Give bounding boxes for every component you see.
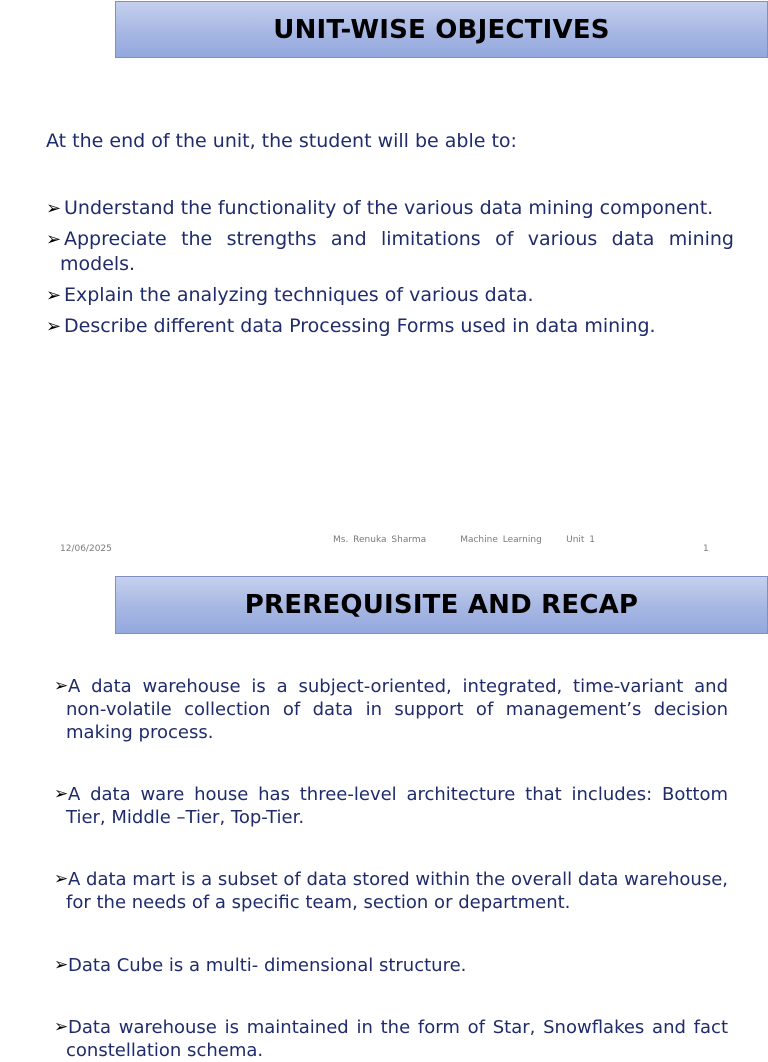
footer-info [333, 535, 595, 545]
objective-text: Appreciate the strengths and limitations of various data mining models. [60, 228, 734, 275]
intro-text: At the end of the unit, the student will be able to: [46, 130, 517, 152]
objective-text: Understand the functionality of the various data mining component. [64, 197, 714, 219]
list-item [46, 314, 734, 339]
recap-list [54, 675, 728, 1062]
arrow-bullet-icon: ➢ [54, 1017, 69, 1037]
list-item [46, 227, 734, 277]
list-item [54, 783, 728, 829]
recap-text: Data warehouse is maintained in the form of Star, Snowflakes and fact constellation schema. [66, 1017, 728, 1061]
arrow-bullet-icon: ➢ [46, 285, 62, 306]
objective-text: Describe different data Processing Forms used in data mining. [64, 315, 656, 337]
arrow-bullet-icon: ➢ [46, 229, 62, 250]
footer-unit: Unit 1 [566, 535, 596, 545]
objectives-list [46, 196, 734, 345]
footer-page-number: 1 [703, 544, 709, 554]
arrow-bullet-icon: ➢ [54, 869, 69, 889]
arrow-bullet-icon: ➢ [54, 784, 69, 804]
arrow-bullet-icon: ➢ [54, 676, 69, 696]
list-item [54, 1016, 728, 1062]
objective-text: Explain the analyzing techniques of various data. [64, 284, 534, 306]
recap-text: A data ware house has three-level architecture that includes: Bottom Tier, Middle –Tier, Top-Tier. [66, 784, 728, 828]
recap-text: A data mart is a subset of data stored within the overall data warehouse, for the needs of a specific team, section or department. [66, 869, 728, 913]
recap-text: A data warehouse is a subject-oriented, integrated, time-variant and non-volatile collection of data in support of management’s decision making process. [66, 676, 728, 743]
list-item [54, 954, 728, 977]
arrow-bullet-icon: ➢ [46, 198, 62, 219]
slide-title: UNIT-WISE OBJECTIVES [115, 1, 768, 58]
arrow-bullet-icon: ➢ [54, 955, 69, 975]
list-item [54, 675, 728, 744]
recap-text: Data Cube is a multi- dimensional structure. [68, 955, 467, 976]
slide-title: PREREQUISITE AND RECAP [115, 576, 768, 634]
footer-author: Ms. Renuka Sharma [333, 535, 427, 545]
slide-prerequisite-recap [0, 575, 768, 1061]
arrow-bullet-icon: ➢ [46, 316, 62, 337]
list-item [46, 283, 734, 308]
list-item [54, 868, 728, 914]
footer-course: Machine Learning [460, 535, 542, 545]
list-item [46, 196, 734, 221]
footer-date: 12/06/2025 [60, 544, 112, 554]
